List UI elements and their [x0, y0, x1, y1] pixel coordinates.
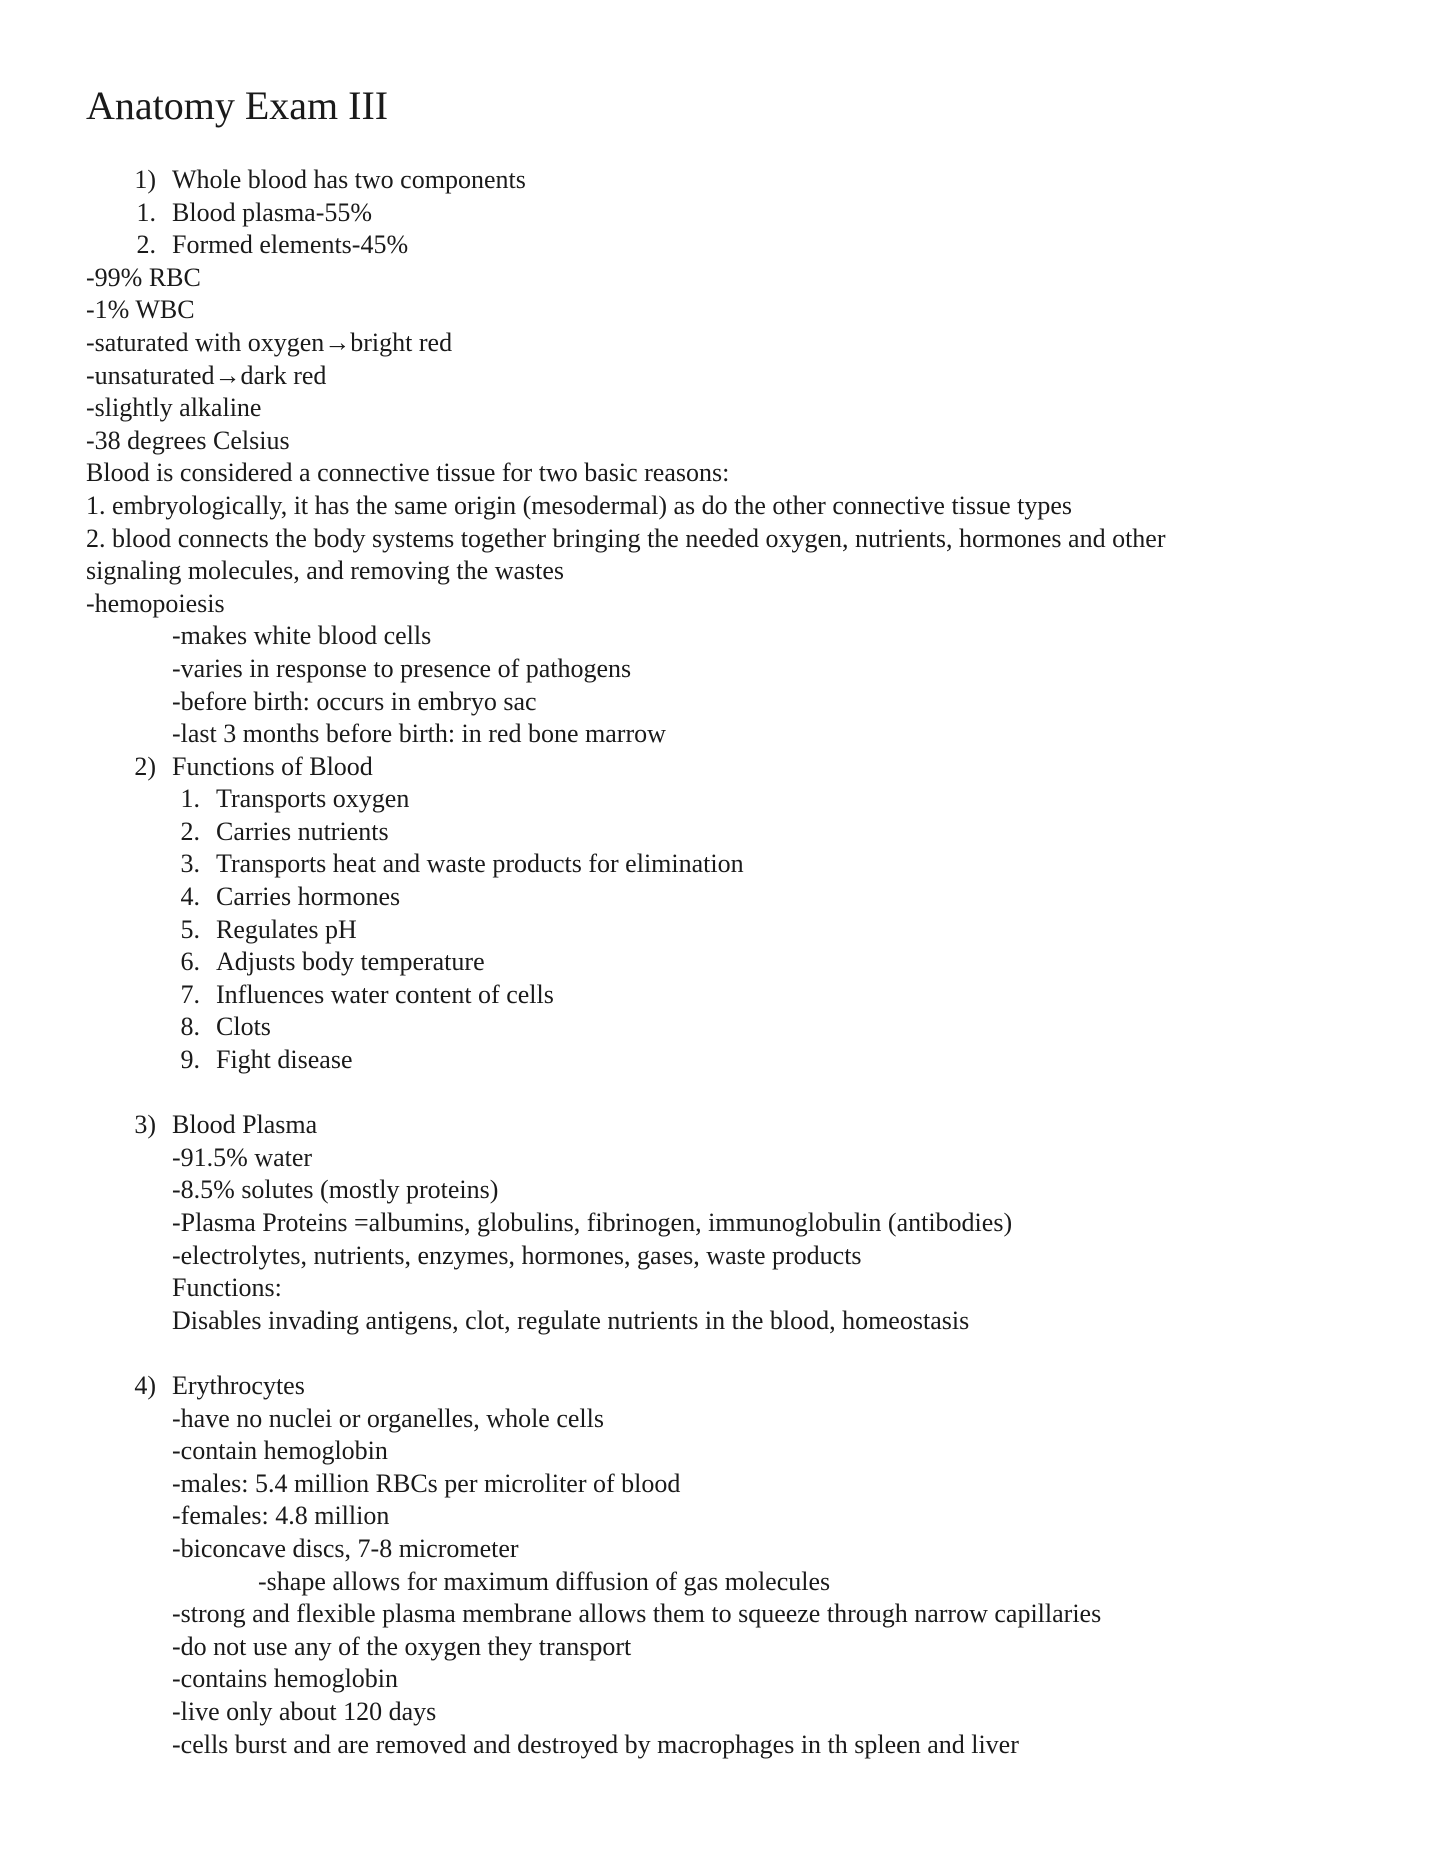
line-text: -unsaturated→dark red [86, 360, 327, 390]
page-title: Anatomy Exam III [86, 83, 389, 128]
line-text: -before birth: occurs in embryo sac [172, 686, 537, 716]
text-line [86, 1566, 1406, 1599]
list-number: 1. [136, 197, 156, 227]
line-text: -1% WBC [86, 295, 195, 325]
numbered-list-item [86, 1011, 1406, 1044]
numbered-list-item [86, 229, 1406, 262]
text-line [86, 1435, 1406, 1468]
text-line [86, 392, 1406, 425]
line-text: Clots [216, 1012, 271, 1042]
document-body [86, 164, 1406, 1761]
line-text: Regulates pH [216, 914, 357, 944]
numbered-list-item [86, 197, 1406, 230]
line-text: -cells burst and are removed and destroyed by macrophages in th spleen and liver [172, 1729, 1019, 1759]
list-number: 2) [134, 751, 156, 781]
text-line [86, 1631, 1406, 1664]
text-line [86, 425, 1406, 458]
list-number: 1) [134, 165, 156, 194]
line-text: Erythrocytes [172, 1370, 305, 1400]
text-line [86, 718, 1406, 751]
text-line [86, 653, 1406, 686]
numbered-list-item [86, 848, 1406, 881]
line-text: -strong and flexible plasma membrane allows them to squeeze through narrow capillaries [172, 1599, 1102, 1629]
line-text: -Plasma Proteins =albumins, globulins, fibrinogen, immunoglobulin (antibodies) [172, 1208, 1013, 1237]
line-text: -do not use any of the oxygen they transport [172, 1631, 632, 1661]
line-text: signaling molecules, and removing the wastes [86, 556, 565, 586]
line-text: Whole blood has two components [172, 165, 526, 194]
line-text: Blood Plasma [172, 1110, 318, 1140]
text-line [86, 1272, 1406, 1305]
line-text: Disables invading antigens, clot, regulate nutrients in the blood, homeostasis [172, 1305, 970, 1335]
list-number: 5. [180, 914, 200, 944]
numbered-list-item [86, 783, 1406, 816]
text-line [86, 294, 1406, 327]
numbered-list-item [86, 1109, 1406, 1142]
line-text: Fight disease [216, 1045, 353, 1075]
text-line [86, 1240, 1406, 1273]
list-number: 9. [180, 1045, 200, 1075]
text-line [86, 1598, 1406, 1631]
line-text: -8.5% solutes (mostly proteins) [172, 1175, 499, 1205]
line-text: Functions: [172, 1273, 282, 1303]
text-line [86, 1174, 1406, 1207]
line-text: Formed elements-45% [172, 230, 409, 260]
text-line [86, 686, 1406, 719]
text-line [86, 588, 1406, 621]
list-number: 8. [180, 1012, 200, 1042]
text-line [86, 490, 1406, 523]
numbered-list-item [86, 881, 1406, 914]
line-text: -slightly alkaline [86, 393, 262, 423]
line-text: 2. blood connects the body systems together bringing the needed oxygen, nutrients, hormones and other [86, 523, 1166, 553]
numbered-list-item [86, 946, 1406, 979]
line-text: Functions of Blood [172, 751, 373, 781]
line-text: Blood plasma-55% [172, 197, 373, 227]
line-text: -females: 4.8 million [172, 1501, 390, 1531]
text-line [86, 1500, 1406, 1533]
line-text: -hemopoiesis [86, 588, 225, 618]
line-text: -males: 5.4 million RBCs per microliter of blood [172, 1468, 681, 1498]
text-line [86, 327, 1406, 360]
list-number: 1. [180, 784, 200, 814]
text-line [86, 1305, 1406, 1338]
numbered-list-item [86, 914, 1406, 947]
list-number: 7. [180, 979, 200, 1009]
blank-line [86, 1337, 1406, 1370]
numbered-list-item [86, 1370, 1406, 1403]
numbered-list-item [86, 816, 1406, 849]
text-line [86, 1403, 1406, 1436]
text-line [86, 1663, 1406, 1696]
line-text: -shape allows for maximum diffusion of gas molecules [258, 1566, 831, 1596]
text-line [86, 1468, 1406, 1501]
text-line [86, 1142, 1406, 1175]
list-number: 3. [180, 849, 200, 879]
text-line [86, 1533, 1406, 1566]
line-text: -live only about 120 days [172, 1696, 437, 1726]
list-number: 2. [180, 816, 200, 846]
line-text: -saturated with oxygen→bright red [86, 327, 453, 357]
line-text: Carries hormones [216, 882, 401, 912]
numbered-list-item [86, 979, 1406, 1012]
line-text: -99% RBC [86, 262, 201, 292]
line-text: 1. embryologically, it has the same origin (mesodermal) as do the other connective tissue types [86, 490, 1073, 520]
line-text: -last 3 months before birth: in red bone marrow [172, 719, 666, 749]
line-text: Transports heat and waste products for elimination [216, 849, 744, 879]
numbered-list-item [86, 1044, 1406, 1077]
text-line [86, 360, 1406, 393]
line-text: Blood is considered a connective tissue for two basic reasons: [86, 458, 730, 488]
text-line [86, 523, 1406, 556]
line-text: -varies in response to presence of pathogens [172, 653, 632, 683]
line-text: -91.5% water [172, 1142, 313, 1172]
line-text: -38 degrees Celsius [86, 425, 290, 455]
line-text: Carries nutrients [216, 816, 389, 846]
text-line [86, 457, 1406, 490]
text-line [86, 262, 1406, 295]
text-line [86, 1729, 1406, 1762]
line-text: -have no nuclei or organelles, whole cells [172, 1403, 604, 1433]
line-text: -makes white blood cells [172, 621, 432, 651]
line-text: Influences water content of cells [216, 979, 554, 1009]
numbered-list-item [86, 751, 1406, 784]
line-text: -contains hemoglobin [172, 1664, 399, 1694]
text-line [86, 620, 1406, 653]
text-line [86, 1696, 1406, 1729]
line-text: -electrolytes, nutrients, enzymes, hormones, gases, waste products [172, 1240, 862, 1270]
list-number: 3) [134, 1110, 156, 1140]
list-number: 2. [136, 230, 156, 260]
text-line [86, 555, 1406, 588]
line-text: Transports oxygen [216, 784, 410, 814]
list-number: 6. [180, 947, 200, 977]
list-number: 4. [180, 882, 200, 912]
blank-line [86, 1077, 1406, 1110]
list-number: 4) [134, 1370, 156, 1400]
line-text: -contain hemoglobin [172, 1436, 388, 1466]
numbered-list-item [86, 164, 1406, 197]
text-line [86, 1207, 1406, 1240]
line-text: -biconcave discs, 7-8 micrometer [172, 1533, 519, 1563]
line-text: Adjusts body temperature [216, 947, 485, 977]
